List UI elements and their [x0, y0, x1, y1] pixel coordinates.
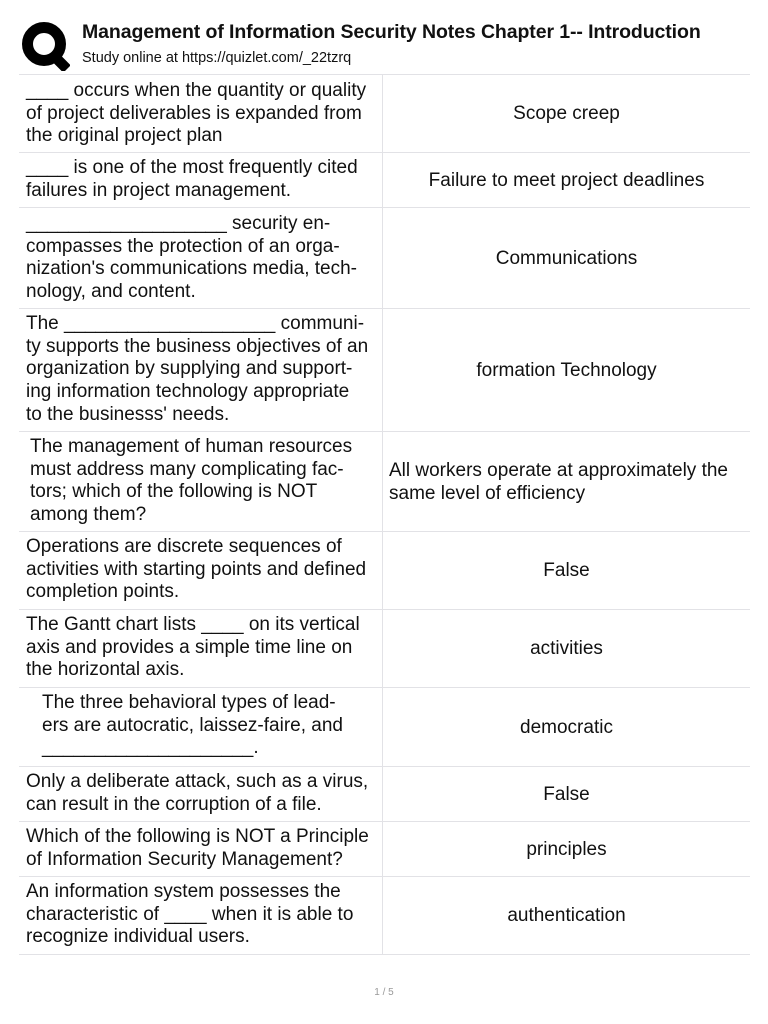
definition-cell: [383, 822, 750, 876]
definition-text: principles: [526, 838, 607, 860]
term-cell: [19, 309, 383, 431]
term-cell: [19, 688, 383, 766]
definition-text: Failure to meet project deadlines: [428, 169, 705, 191]
page-indicator: 1 / 5: [374, 987, 394, 998]
flashcard-row: [19, 153, 750, 208]
term-line: The three behavioral types of lead-: [42, 692, 336, 713]
term-cell: [19, 767, 383, 821]
definition-cell: [383, 208, 750, 308]
term-line: Operations are discrete sequences of: [26, 536, 342, 557]
definition-cell: [383, 688, 750, 766]
term-line: must address many complicating fac-: [30, 458, 344, 480]
term-line: organization by supplying and support-: [26, 358, 353, 380]
quizlet-q-logo-icon: [20, 21, 70, 71]
term-line: tors; which of the following is NOT: [30, 481, 318, 503]
term-line: ___________________ security en-: [26, 213, 331, 234]
term-line: The ____________________ communi-: [26, 313, 365, 334]
document-header: [0, 0, 768, 74]
flashcard-row: [19, 688, 750, 767]
term-line: compasses the protection of an orga-: [26, 235, 340, 257]
definition-cell: [383, 309, 750, 431]
flashcard-row: [19, 532, 750, 610]
term-line: Only a deliberate attack, such as a virus,: [26, 771, 369, 792]
document-title: Management of Information Security Notes Chapter 1-- Introduction: [82, 21, 701, 43]
term-line: ____ is one of the most frequently cited: [26, 157, 358, 178]
term-line: ers are autocratic, laissez-faire, and: [42, 714, 343, 736]
flashcard-row: [19, 767, 750, 822]
definition-cell: [383, 877, 750, 954]
flashcard-row: [19, 208, 750, 309]
definition-text: False: [543, 560, 590, 581]
definition-text: Communications: [495, 247, 638, 269]
definition-cell: [383, 610, 750, 687]
definition-text: authentication: [507, 905, 626, 926]
term-line: can result in the corruption of a file.: [26, 793, 322, 815]
term-cell: [19, 822, 383, 876]
term-line: nization's communications media, tech-: [26, 258, 357, 280]
term-line: among them?: [30, 504, 147, 526]
definition-cell: [383, 153, 750, 207]
term-line: completion points.: [26, 581, 180, 603]
definition-text: democratic: [520, 716, 613, 738]
term-cell: [19, 877, 383, 954]
flashcard-row: [19, 309, 750, 432]
term-line: ____ occurs when the quantity or quality: [26, 80, 367, 101]
flashcard-row: [19, 432, 750, 532]
definition-cell: [383, 532, 750, 609]
term-line: failures in project management.: [26, 179, 292, 201]
term-line: the horizontal axis.: [26, 659, 185, 681]
term-line: axis and provides a simple time line on: [26, 636, 353, 658]
term-cell: [19, 208, 383, 308]
study-online-link[interactable]: Study online at https://quizlet.com/_22tzrq: [82, 50, 352, 66]
term-line: The Gantt chart lists ____ on its vertical: [26, 614, 360, 635]
term-cell: [19, 432, 383, 531]
term-line: ____________________.: [42, 737, 259, 759]
term-line: An information system possesses the: [26, 881, 341, 902]
term-line: characteristic of ____ when it is able to: [26, 903, 354, 925]
term-line: The management of human resources: [30, 436, 353, 457]
definition-text: formation Technology: [476, 359, 657, 381]
flashcard-row: [19, 610, 750, 688]
definition-text: False: [543, 783, 590, 805]
term-cell: [19, 75, 383, 152]
term-line: to the businesss' needs.: [26, 403, 230, 425]
definition-line: same level of efficiency: [389, 482, 586, 504]
term-line: nology, and content.: [26, 281, 196, 303]
definition-cell: [383, 767, 750, 821]
definition-text: Scope creep: [513, 103, 620, 124]
flashcard-table: [19, 74, 750, 955]
term-line: the original project plan: [26, 125, 223, 147]
term-cell: [19, 532, 383, 609]
term-line: ty supports the business objectives of an: [26, 335, 369, 357]
flashcard-row: [19, 822, 750, 877]
flashcard-row: [19, 75, 750, 153]
definition-cell: [383, 432, 750, 531]
term-line: of Information Security Management?: [26, 848, 343, 870]
definition-text: activities: [530, 638, 603, 659]
term-line: ing information technology appropriate: [26, 381, 350, 403]
definition-cell: [383, 75, 750, 152]
flashcard-row: [19, 877, 750, 955]
term-cell: [19, 610, 383, 687]
term-line: of project deliverables is expanded from: [26, 102, 362, 124]
term-line: Which of the following is NOT a Principle: [26, 826, 369, 847]
term-line: activities with starting points and defined: [26, 558, 367, 580]
definition-line: All workers operate at approximately the: [389, 459, 728, 481]
term-cell: [19, 153, 383, 207]
term-line: recognize individual users.: [26, 926, 250, 948]
